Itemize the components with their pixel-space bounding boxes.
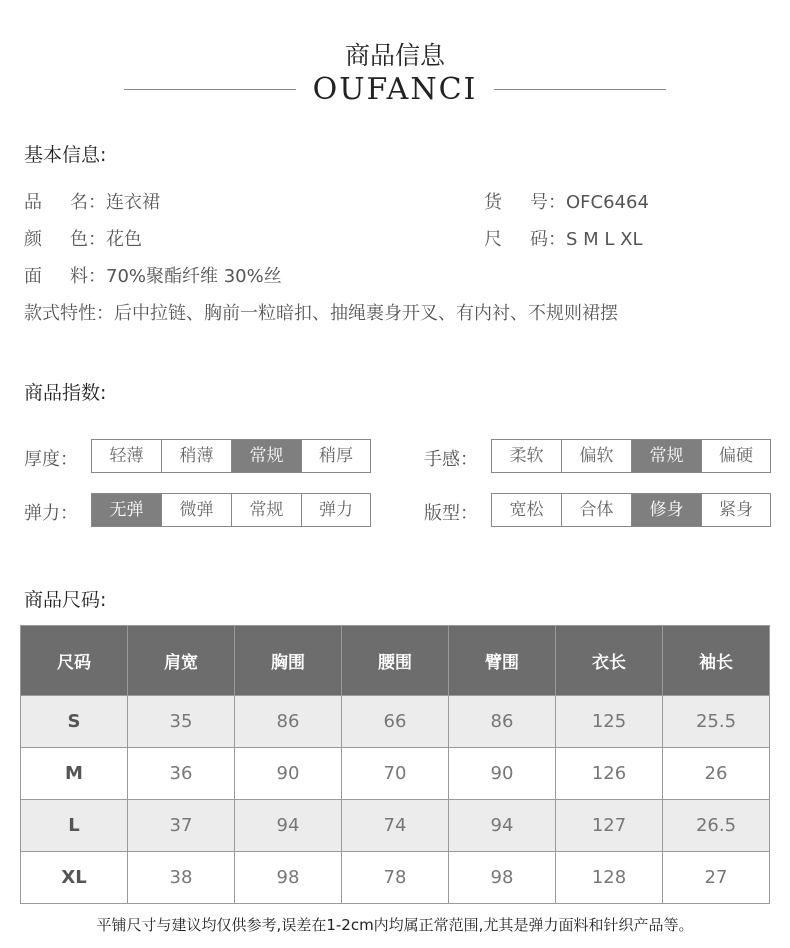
- table-cell: 26: [663, 748, 770, 800]
- table-cell: 25.5: [663, 696, 770, 748]
- page-title: 商品信息: [344, 41, 445, 70]
- fit-selector: [491, 493, 771, 527]
- info-fabric-label-b: 料: [70, 266, 88, 287]
- table-cell: 37: [128, 800, 235, 852]
- table-cell: 74: [342, 800, 449, 852]
- table-row: [21, 748, 770, 800]
- fit-option[interactable]: 宽松: [492, 494, 562, 526]
- info-item-no-label-a: 货: [484, 192, 530, 213]
- info-item-no-label-b: 号: [530, 192, 548, 213]
- brand-row: [124, 72, 666, 108]
- table-cell: XL: [21, 852, 128, 904]
- table-cell: 78: [342, 852, 449, 904]
- table-cell: 90: [235, 748, 342, 800]
- table-row: [21, 852, 770, 904]
- table-cell: 86: [235, 696, 342, 748]
- table-cell: 26.5: [663, 800, 770, 852]
- feel-option[interactable]: 偏硬: [702, 440, 770, 472]
- table-cell: 38: [128, 852, 235, 904]
- table-cell: 86: [449, 696, 556, 748]
- table-cell: 35: [128, 696, 235, 748]
- table-row: [21, 696, 770, 748]
- fit-option[interactable]: 合体: [562, 494, 632, 526]
- index-title: 商品指数:: [24, 382, 107, 404]
- table-cell: L: [21, 800, 128, 852]
- header-shoulder: 肩宽: [128, 626, 235, 696]
- info-color-value: ：花色: [88, 229, 142, 250]
- info-name-label-a: 品: [24, 192, 70, 213]
- header-length: 衣长: [556, 626, 663, 696]
- info-fabric-value: ：70%聚酯纤维 30%丝: [88, 266, 282, 287]
- info-name-label-b: 名: [70, 192, 88, 213]
- table-cell: 125: [556, 696, 663, 748]
- info-item-no: [484, 188, 649, 214]
- info-size-value: ：S M L XL: [548, 229, 643, 250]
- header-waist: 腰围: [342, 626, 449, 696]
- header-arm: 臂围: [449, 626, 556, 696]
- feel-option[interactable]: 柔软: [492, 440, 562, 472]
- elasticity-option-selected[interactable]: 无弹: [92, 494, 162, 526]
- fit-option[interactable]: 紧身: [702, 494, 770, 526]
- info-size-label-a: 尺: [484, 229, 530, 250]
- table-cell: M: [21, 748, 128, 800]
- feel-option[interactable]: 偏软: [562, 440, 632, 472]
- info-item-no-value: ：OFC6464: [548, 192, 649, 213]
- table-cell: 98: [449, 852, 556, 904]
- table-cell: 98: [235, 852, 342, 904]
- info-name: [24, 188, 160, 214]
- table-cell: 90: [449, 748, 556, 800]
- info-fabric: [24, 262, 282, 288]
- thickness-label: 厚度：: [24, 449, 78, 470]
- header-size: 尺码: [21, 626, 128, 696]
- footnote: 平铺尺寸与建议均仅供参考,误差在1-2cm内均属正常范围,尤其是弹力面料和针织产品等。: [96, 916, 694, 934]
- basic-info-title: 基本信息:: [24, 144, 107, 166]
- fit-option-selected[interactable]: 修身: [632, 494, 702, 526]
- header-sleeve: 袖长: [663, 626, 770, 696]
- table-cell: 94: [235, 800, 342, 852]
- info-color-label-a: 颜: [24, 229, 70, 250]
- elasticity-selector: [91, 493, 371, 527]
- info-style-value: ：后中拉链、胸前一粒暗扣、抽绳裹身开叉、有内衬、不规则裙摆: [96, 303, 618, 324]
- thickness-option[interactable]: 稍厚: [302, 440, 370, 472]
- table-cell: S: [21, 696, 128, 748]
- info-style-label: 款式特性: [24, 303, 96, 324]
- elasticity-option[interactable]: 常规: [232, 494, 302, 526]
- feel-selector: [491, 439, 771, 473]
- elasticity-label: 弹力：: [24, 503, 78, 524]
- table-cell: 128: [556, 852, 663, 904]
- table-cell: 127: [556, 800, 663, 852]
- table-cell: 27: [663, 852, 770, 904]
- feel-option-selected[interactable]: 常规: [632, 440, 702, 472]
- info-color: [24, 225, 142, 251]
- size-table: [20, 625, 770, 904]
- size-title: 商品尺码:: [24, 589, 107, 611]
- header-bust: 胸围: [235, 626, 342, 696]
- table-cell: 94: [449, 800, 556, 852]
- info-name-value: ：连衣裙: [88, 192, 160, 213]
- feel-label: 手感：: [424, 449, 478, 470]
- info-size-label-b: 码: [530, 229, 548, 250]
- table-cell: 70: [342, 748, 449, 800]
- thickness-option[interactable]: 稍薄: [162, 440, 232, 472]
- elasticity-option[interactable]: 弹力: [302, 494, 370, 526]
- elasticity-option[interactable]: 微弹: [162, 494, 232, 526]
- fit-label: 版型：: [424, 503, 478, 524]
- thickness-option[interactable]: 轻薄: [92, 440, 162, 472]
- info-size: [484, 225, 643, 251]
- info-style: [24, 299, 618, 325]
- size-table-header-row: [21, 626, 770, 696]
- table-cell: 36: [128, 748, 235, 800]
- table-cell: 126: [556, 748, 663, 800]
- info-fabric-label-a: 面: [24, 266, 70, 287]
- table-row: [21, 800, 770, 852]
- info-color-label-b: 色: [70, 229, 88, 250]
- thickness-option-selected[interactable]: 常规: [232, 440, 302, 472]
- divider-right: [494, 89, 666, 90]
- thickness-selector: [91, 439, 371, 473]
- brand-logo-text: OUFANCI: [312, 72, 478, 107]
- table-cell: 66: [342, 696, 449, 748]
